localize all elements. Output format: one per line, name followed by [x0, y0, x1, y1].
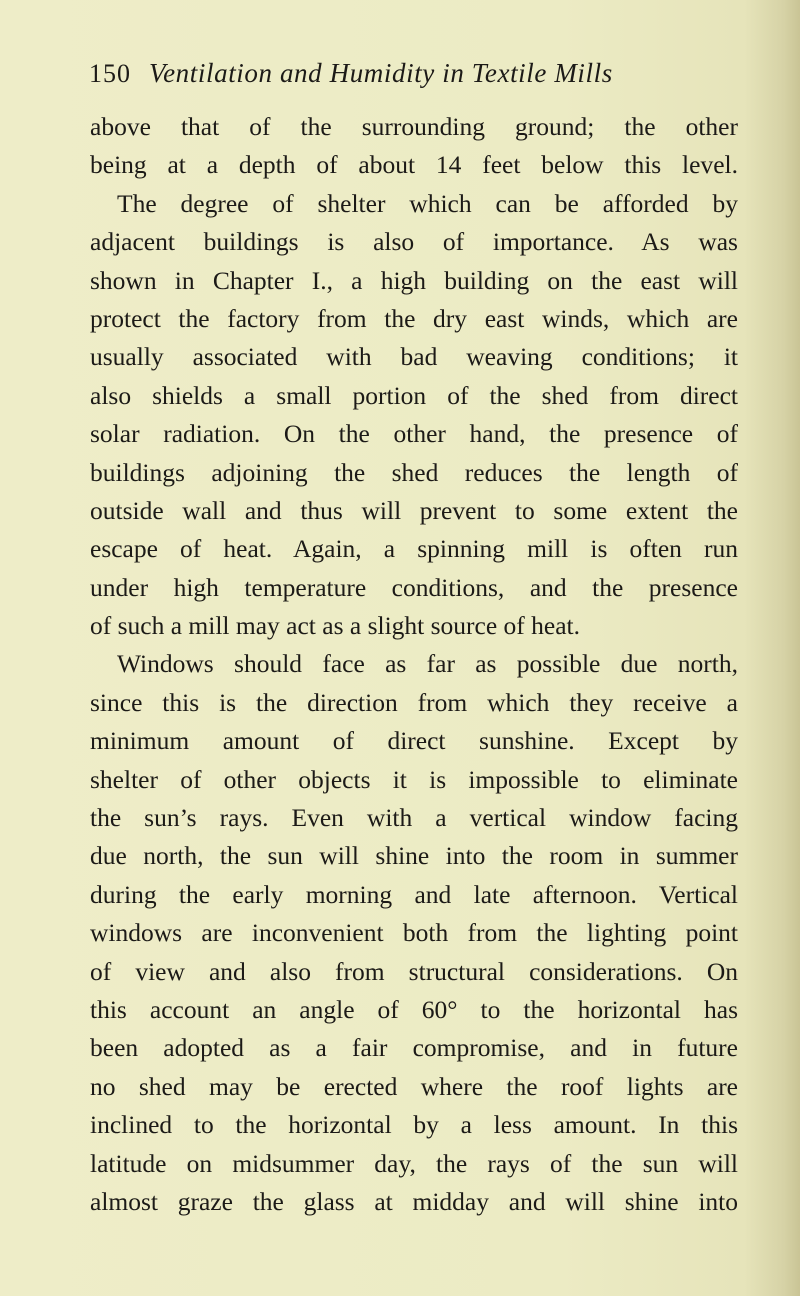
text-line: this account an angle of 60° to the horizontal has — [90, 994, 738, 1024]
text-line: during the early morning and late afternoon. Vertical — [90, 879, 738, 909]
text-line: escape of heat. Again, a spinning mill is often run — [90, 534, 738, 564]
text-line: usually associated with bad weaving conditions; it — [90, 342, 738, 372]
text-line: adjacent buildings is also of importance. As was — [90, 227, 738, 257]
paragraph-start-line: The degree of shelter which can be afforded by — [117, 188, 738, 218]
text-line: outside wall and thus will prevent to some extent the — [90, 495, 738, 525]
text-line: solar radiation. On the other hand, the presence of — [90, 419, 738, 449]
text-line: due north, the sun will shine into the room in summer — [90, 841, 738, 871]
text-line: shelter of other objects it is impossible to eliminate — [90, 764, 738, 794]
text-line: shown in Chapter I., a high building on the east will — [90, 265, 738, 295]
text-line: protect the factory from the dry east winds, which are — [90, 303, 738, 333]
text-line: also shields a small portion of the shed from direct — [90, 380, 738, 410]
text-line: almost graze the glass at midday and will shine into — [90, 1186, 738, 1216]
text-line: since this is the direction from which they receive a — [90, 687, 738, 717]
text-line: no shed may be erected where the roof lights are — [90, 1071, 738, 1101]
body-text — [90, 108, 738, 1221]
text-line: windows are inconvenient both from the lighting point — [90, 918, 738, 948]
text-line: the sun’s rays. Even with a vertical window facing — [90, 803, 738, 833]
page-number: 150 — [89, 59, 131, 88]
running-head — [89, 58, 729, 94]
text-line: latitude on midsummer day, the rays of the sun will — [90, 1148, 738, 1178]
text-line: buildings adjoining the shed reduces the length of — [90, 457, 738, 487]
text-line: above that of the surrounding ground; the other — [90, 112, 738, 141]
paragraph-end-line: of such a mill may act as a slight source of heat. — [90, 611, 581, 641]
text-line: been adopted as a fair compromise, and in future — [90, 1033, 738, 1063]
text-line: inclined to the horizontal by a less amount. In this — [90, 1110, 738, 1140]
text-line: under high temperature conditions, and the presence — [90, 572, 738, 602]
text-line: being at a depth of about 14 feet below this level. — [90, 150, 738, 180]
text-line: minimum amount of direct sunshine. Except by — [90, 726, 738, 756]
text-line: of view and also from structural considerations. On — [90, 956, 738, 986]
paragraph-start-line: Windows should face as far as possible due north, — [117, 649, 738, 679]
running-title: Ventilation and Humidity in Textile Mills — [149, 58, 613, 88]
